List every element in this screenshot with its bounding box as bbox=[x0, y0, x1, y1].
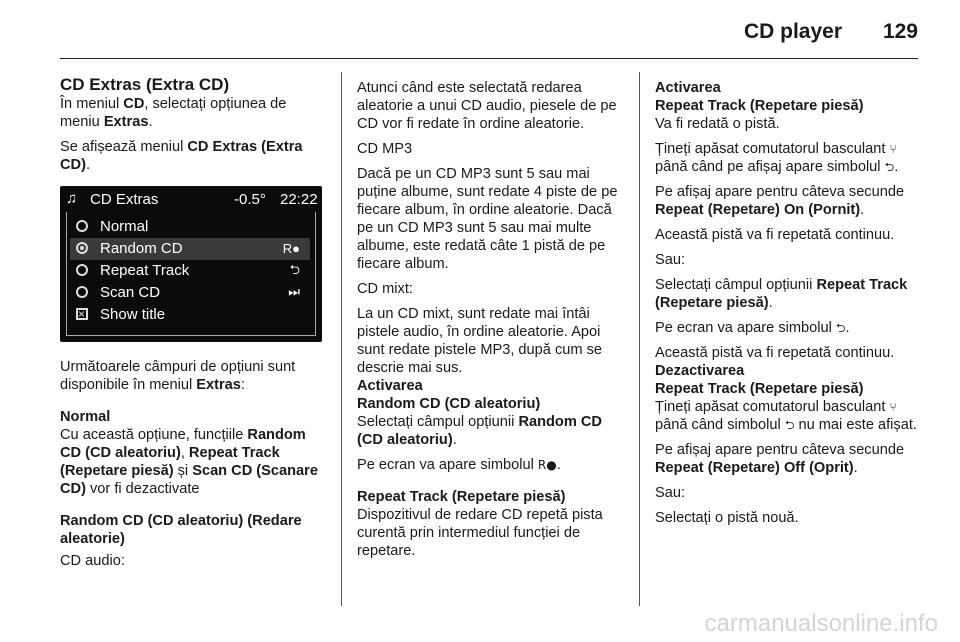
column-divider bbox=[341, 72, 342, 606]
repeat-icon: ⮌ bbox=[884, 160, 895, 174]
paragraph: Sau: bbox=[655, 252, 686, 268]
column-3 bbox=[655, 79, 923, 534]
page-header bbox=[0, 0, 960, 58]
column-2 bbox=[357, 79, 627, 567]
checkbox-icon bbox=[76, 308, 88, 320]
paragraph: Această pistă va fi repetată continuu. bbox=[655, 227, 895, 243]
random-icon: R● bbox=[282, 241, 300, 256]
paragraph: Următoarele câmpuri de opțiuni sunt disponibile în meniul Extras: bbox=[60, 359, 296, 393]
subheading-random-cd: Random CD (CD aleatoriu) (Redare aleatorie) bbox=[60, 513, 302, 547]
paragraph: Sau: bbox=[655, 485, 686, 501]
subheading-normal: Normal bbox=[60, 409, 111, 425]
music-note-icon: ♫ bbox=[66, 190, 78, 207]
paragraph: Țineți apăsat comutatorul basculant ⑂ până când simbolul ⮌ nu mai este afișat. bbox=[655, 399, 917, 433]
rocker-switch-icon: ⑂ bbox=[889, 400, 897, 414]
column-divider bbox=[639, 72, 640, 606]
paragraph: Atunci când este selectată redarea aleatorie a unui CD audio, piesele de pe CD vor fi redate în ordine aleatorie. bbox=[357, 80, 617, 132]
subheading-random-cd: Random CD (CD aleatoriu) bbox=[357, 396, 541, 412]
column-1 bbox=[60, 75, 324, 577]
screen-temperature: -0.5° bbox=[234, 191, 266, 208]
subheading-activation: Activarea bbox=[357, 378, 423, 394]
radio-icon bbox=[76, 286, 88, 298]
skip-icon: ⏭ bbox=[288, 285, 300, 300]
paragraph: Țineți apăsat comutatorul basculant ⑂ până când pe afișaj apare simbolul ⮌. bbox=[655, 141, 899, 175]
subheading-repeat-track: Repeat Track (Repetare piesă) bbox=[357, 489, 566, 505]
paragraph: Această pistă va fi repetată continuu. bbox=[655, 345, 895, 361]
screen-status-bar bbox=[60, 186, 322, 212]
paragraph: Va fi redată o pistă. bbox=[655, 116, 780, 132]
subheading-activation: Activarea bbox=[655, 80, 721, 96]
rocker-switch-icon: ⑂ bbox=[889, 142, 897, 156]
page-number: 129 bbox=[882, 20, 918, 43]
cd-extras-screen bbox=[60, 186, 322, 342]
paragraph: Selectați o pistă nouă. bbox=[655, 510, 799, 526]
subheading-repeat-track: Repeat Track (Repetare piesă) bbox=[655, 98, 864, 114]
subheading-repeat-track: Repeat Track (Repetare piesă) bbox=[655, 381, 864, 397]
repeat-icon: ⮌ bbox=[289, 263, 300, 278]
paragraph: Pe afișaj apare pentru câteva secunde Repeat (Repetare) On (Pornit). bbox=[655, 184, 905, 218]
paragraph: Se afișează meniul CD Extras (Extra CD). bbox=[60, 139, 303, 173]
screen-time: 22:22 bbox=[280, 191, 318, 208]
screen-title: CD Extras bbox=[90, 191, 159, 208]
subheading-deactivation: Dezactivarea bbox=[655, 363, 745, 379]
section-title: CD Extras (Extra CD) bbox=[60, 75, 230, 94]
paragraph: CD mixt: bbox=[357, 281, 413, 297]
menu-option-random-cd: Random CD R● bbox=[70, 238, 310, 260]
random-icon: R● bbox=[537, 458, 557, 472]
menu-option-scan-cd: Scan CD ⏭ bbox=[70, 282, 310, 304]
paragraph: Selectați câmpul opțiunii Repeat Track (Repetare piesă). bbox=[655, 277, 908, 311]
paragraph: Cu această opțiune, funcțiile Random CD (CD aleatoriu), Repeat Track (Repetare piesă) și Scan CD (Scanare CD) vor fi dezactivate bbox=[60, 427, 318, 497]
repeat-icon: ⮌ bbox=[835, 321, 846, 335]
paragraph: Pe ecran va apare simbolul ⮌. bbox=[655, 320, 850, 336]
radio-icon bbox=[76, 220, 88, 232]
watermark: carmanualsonline.info bbox=[704, 610, 938, 637]
paragraph: Pe ecran va apare simbolul R●. bbox=[357, 457, 561, 473]
paragraph: Dispozitivul de redare CD repetă pista curentă prin intermediul funcției de repetare. bbox=[357, 507, 603, 559]
menu-option-normal: Normal bbox=[70, 216, 310, 238]
paragraph: Dacă pe un CD MP3 sunt 5 sau mai puține albume, sunt redate 4 piste de pe fiecare album, în ordine aleatorie. Dacă pe un CD MP3 sunt 5 sau mai multe albume, este redată câte 1 pistă de pe fiecare album. bbox=[357, 166, 618, 272]
paragraph: În meniul CD, selectați opțiunea de meniu Extras. bbox=[60, 96, 287, 130]
radio-selected-icon bbox=[76, 242, 88, 254]
paragraph: Selectați câmpul opțiunii Random CD (CD aleatoriu). bbox=[357, 414, 602, 448]
paragraph: Pe afișaj apare pentru câteva secunde Repeat (Repetare) Off (Oprit). bbox=[655, 442, 905, 476]
page-title: CD player bbox=[743, 20, 842, 43]
header-rule bbox=[60, 58, 918, 59]
paragraph: CD audio: bbox=[60, 553, 125, 569]
paragraph: La un CD mixt, sunt redate mai întâi pistele audio, în ordine aleatorie. Apoi sunt redate pistele MP3, după cum se descrie mai sus. bbox=[357, 306, 602, 376]
radio-icon bbox=[76, 264, 88, 276]
repeat-icon: ⮌ bbox=[784, 418, 795, 432]
paragraph: CD MP3 bbox=[357, 141, 413, 157]
menu-option-show-title: × Show title bbox=[70, 304, 310, 326]
menu-option-repeat-track: Repeat Track ⮌ bbox=[70, 260, 310, 282]
